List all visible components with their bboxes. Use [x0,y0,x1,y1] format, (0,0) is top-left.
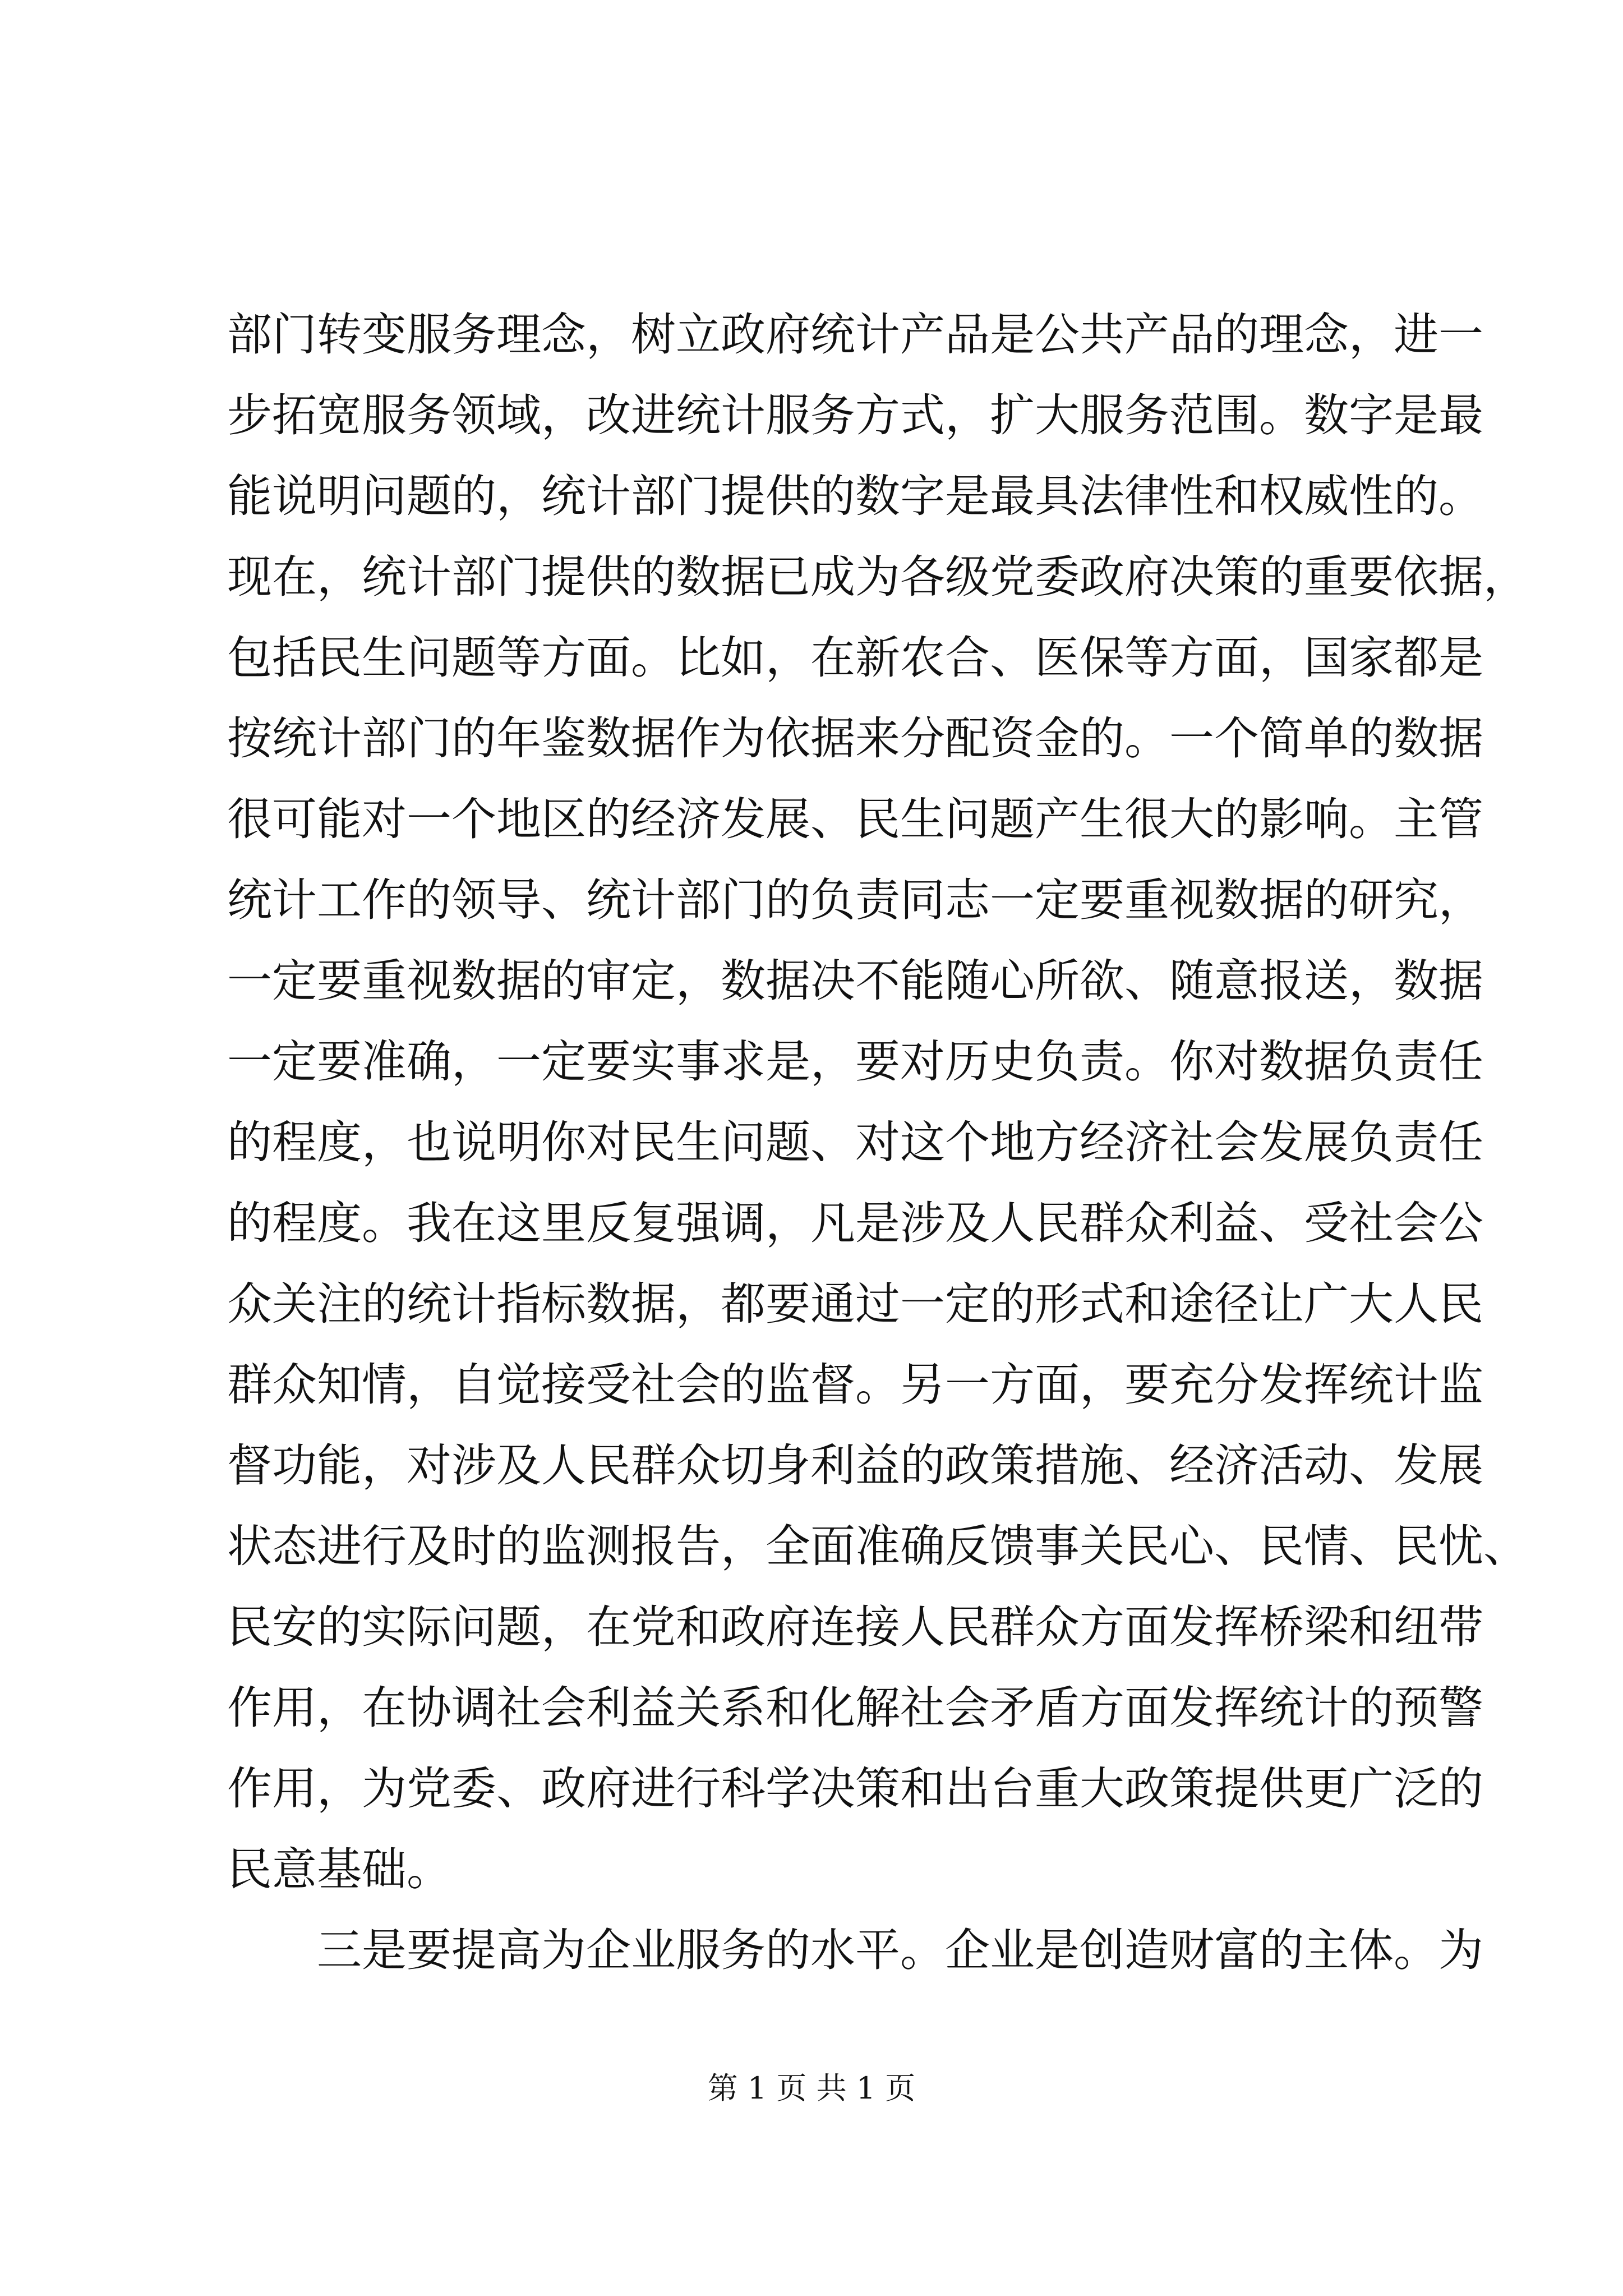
text-line-18: 作用，在协调社会利益关系和化解社会矛盾方面发挥统计的预警 [227,1682,1483,1734]
text-line-20: 民意基础。 [227,1843,451,1895]
text-line-4: 现在，统计部门提供的数据已成为各级党委政府决策的重要依据， [227,551,1528,603]
text-line-5: 包括民生问题等方面。比如，在新农合、医保等方面，国家都是 [227,632,1483,684]
text-line-12: 的程度。我在这里反复强调，凡是涉及人民群众利益、受社会公 [227,1197,1483,1249]
text-line-8: 统计工作的领导、统计部门的负责同志一定要重视数据的研究， [227,874,1483,926]
text-line-11: 的程度，也说明你对民生问题、对这个地方经济社会发展负责任 [227,1116,1483,1168]
text-line-15: 督功能，对涉及人民群众切身利益的政策措施、经济活动、发展 [227,1439,1483,1492]
text-line-10: 一定要准确，一定要实事求是，要对历史负责。你对数据负责任 [227,1036,1483,1088]
body-text [227,295,1528,1991]
page-footer: 第 1 页 共 1 页 [707,2070,916,2106]
text-line-14: 群众知情，自觉接受社会的监督。另一方面，要充分发挥统计监 [227,1359,1483,1411]
text-line-2: 步拓宽服务领域，改进统计服务方式，扩大服务范围。数字是最 [227,389,1483,441]
text-line-21: 三是要提高为企业服务的水平。企业是创造财富的主体。为 [317,1924,1483,1976]
text-line-1: 部门转变服务理念，树立政府统计产品是公共产品的理念，进一 [227,309,1483,361]
text-line-13: 众关注的统计指标数据，都要通过一定的形式和途径让广大人民 [227,1278,1483,1330]
text-line-19: 作用，为党委、政府进行科学决策和出台重大政策提供更广泛的 [227,1763,1483,1815]
text-line-6: 按统计部门的年鉴数据作为依据来分配资金的。一个简单的数据 [227,712,1483,765]
text-line-3: 能说明问题的，统计部门提供的数字是最具法律性和权威性的。 [227,470,1483,522]
text-line-17: 民安的实际问题，在党和政府连接人民群众方面发挥桥梁和纽带 [227,1601,1483,1653]
text-line-7: 很可能对一个地区的经济发展、民生问题产生很大的影响。主管 [227,793,1483,845]
text-line-16: 状态进行及时的监测报告，全面准确反馈事关民心、民情、民忧、 [227,1520,1528,1572]
text-line-9: 一定要重视数据的审定，数据决不能随心所欲、随意报送，数据 [227,955,1483,1007]
